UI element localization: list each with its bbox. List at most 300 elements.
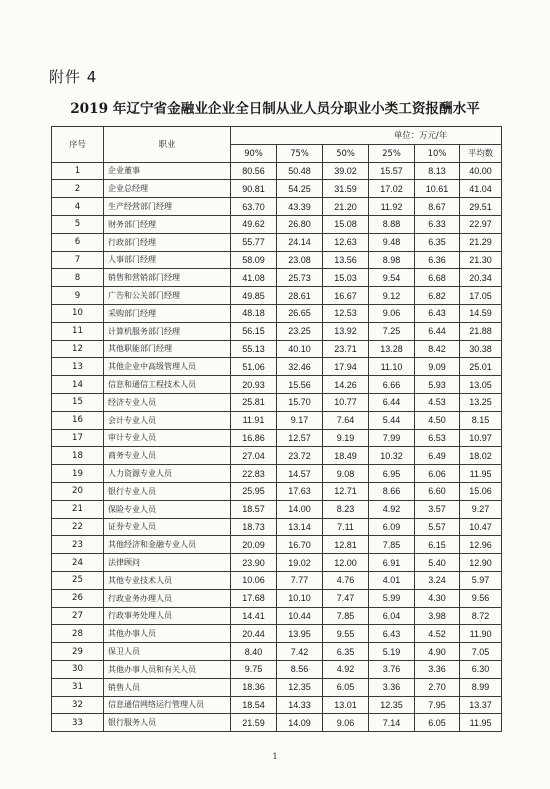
cell-p25: 9.54 bbox=[369, 269, 415, 287]
cell-avg: 12.90 bbox=[460, 554, 502, 572]
cell-seq: 26 bbox=[52, 589, 104, 607]
cell-p90: 58.09 bbox=[231, 251, 277, 269]
cell-seq: 17 bbox=[52, 429, 104, 447]
cell-p50: 9.06 bbox=[323, 714, 369, 732]
table-row bbox=[52, 554, 502, 572]
cell-avg: 29.51 bbox=[460, 198, 502, 216]
cell-avg: 13.25 bbox=[460, 393, 502, 411]
cell-p10: 4.90 bbox=[415, 643, 460, 661]
cell-p75: 7.77 bbox=[277, 571, 323, 589]
cell-p50: 31.59 bbox=[323, 180, 369, 198]
cell-p10: 6.35 bbox=[415, 233, 460, 251]
cell-p25: 5.19 bbox=[369, 643, 415, 661]
cell-seq: 32 bbox=[52, 696, 104, 714]
cell-seq: 22 bbox=[52, 518, 104, 536]
cell-p50: 12.53 bbox=[323, 304, 369, 322]
cell-p75: 26.65 bbox=[277, 304, 323, 322]
table-row bbox=[52, 571, 502, 589]
cell-p10: 6.60 bbox=[415, 482, 460, 500]
cell-p75: 9.17 bbox=[277, 411, 323, 429]
cell-avg: 11.95 bbox=[460, 714, 502, 732]
header-unit: 单位：万元/年 bbox=[231, 127, 502, 145]
header-seq: 序号 bbox=[52, 127, 104, 163]
cell-p25: 6.66 bbox=[369, 376, 415, 394]
cell-p90: 20.09 bbox=[231, 536, 277, 554]
cell-job: 银行服务人员 bbox=[104, 714, 231, 732]
cell-p75: 17.63 bbox=[277, 482, 323, 500]
cell-p25: 12.35 bbox=[369, 696, 415, 714]
cell-job: 信息通信网络运行管理人员 bbox=[104, 696, 231, 714]
cell-avg: 12.96 bbox=[460, 536, 502, 554]
cell-job: 保卫人员 bbox=[104, 643, 231, 661]
cell-p25: 6.09 bbox=[369, 518, 415, 536]
table-row bbox=[52, 678, 502, 696]
cell-p10: 3.57 bbox=[415, 500, 460, 518]
cell-p10: 6.44 bbox=[415, 322, 460, 340]
cell-seq: 8 bbox=[52, 269, 104, 287]
cell-seq: 4 bbox=[52, 198, 104, 216]
cell-avg: 14.59 bbox=[460, 304, 502, 322]
cell-job: 广告和公关部门经理 bbox=[104, 287, 231, 305]
cell-p50: 4.92 bbox=[323, 660, 369, 678]
cell-p25: 6.91 bbox=[369, 554, 415, 572]
page-number: 1 bbox=[272, 752, 278, 761]
cell-job: 证券专业人员 bbox=[104, 518, 231, 536]
cell-job: 其他办事人员 bbox=[104, 625, 231, 643]
cell-p10: 8.42 bbox=[415, 340, 460, 358]
cell-p50: 21.20 bbox=[323, 198, 369, 216]
cell-p25: 5.99 bbox=[369, 589, 415, 607]
table-row bbox=[52, 589, 502, 607]
table-row bbox=[52, 500, 502, 518]
cell-p25: 7.14 bbox=[369, 714, 415, 732]
cell-job: 行政业务办理人员 bbox=[104, 589, 231, 607]
cell-p50: 14.26 bbox=[323, 376, 369, 394]
cell-p25: 6.04 bbox=[369, 607, 415, 625]
cell-seq: 12 bbox=[52, 340, 104, 358]
cell-avg: 21.30 bbox=[460, 251, 502, 269]
table-row bbox=[52, 340, 502, 358]
salary-table bbox=[51, 126, 502, 732]
cell-avg: 40.00 bbox=[460, 162, 502, 180]
cell-p75: 26.80 bbox=[277, 215, 323, 233]
cell-p75: 23.25 bbox=[277, 322, 323, 340]
cell-p10: 4.50 bbox=[415, 411, 460, 429]
cell-p75: 54.25 bbox=[277, 180, 323, 198]
cell-p50: 12.71 bbox=[323, 482, 369, 500]
cell-p75: 40.10 bbox=[277, 340, 323, 358]
cell-job: 财务部门经理 bbox=[104, 215, 231, 233]
cell-job: 审计专业人员 bbox=[104, 429, 231, 447]
cell-p10: 8.67 bbox=[415, 198, 460, 216]
cell-p50: 12.63 bbox=[323, 233, 369, 251]
table-row bbox=[52, 447, 502, 465]
cell-p10: 5.57 bbox=[415, 518, 460, 536]
cell-p10: 5.93 bbox=[415, 376, 460, 394]
cell-p75: 23.72 bbox=[277, 447, 323, 465]
cell-avg: 8.72 bbox=[460, 607, 502, 625]
cell-avg: 17.05 bbox=[460, 287, 502, 305]
cell-avg: 25.01 bbox=[460, 358, 502, 376]
cell-p50: 12.00 bbox=[323, 554, 369, 572]
cell-p10: 6.15 bbox=[415, 536, 460, 554]
cell-avg: 30.38 bbox=[460, 340, 502, 358]
cell-seq: 24 bbox=[52, 554, 104, 572]
cell-p10: 9.09 bbox=[415, 358, 460, 376]
cell-p50: 13.01 bbox=[323, 696, 369, 714]
cell-p50: 18.49 bbox=[323, 447, 369, 465]
table-row bbox=[52, 269, 502, 287]
cell-avg: 22.97 bbox=[460, 215, 502, 233]
cell-job: 生产经营部门经理 bbox=[104, 198, 231, 216]
cell-job: 行政事务处理人员 bbox=[104, 607, 231, 625]
cell-job: 企业总经理 bbox=[104, 180, 231, 198]
cell-seq: 1 bbox=[52, 162, 104, 180]
cell-seq: 15 bbox=[52, 393, 104, 411]
cell-job: 会计专业人员 bbox=[104, 411, 231, 429]
table-row bbox=[52, 696, 502, 714]
cell-job: 其他经济和金融专业人员 bbox=[104, 536, 231, 554]
table-row bbox=[52, 536, 502, 554]
cell-p25: 7.25 bbox=[369, 322, 415, 340]
cell-p25: 10.32 bbox=[369, 447, 415, 465]
cell-p90: 55.13 bbox=[231, 340, 277, 358]
table-row bbox=[52, 162, 502, 180]
cell-p50: 9.19 bbox=[323, 429, 369, 447]
cell-seq: 5 bbox=[52, 215, 104, 233]
cell-p10: 4.30 bbox=[415, 589, 460, 607]
cell-seq: 9 bbox=[52, 287, 104, 305]
cell-p25: 8.66 bbox=[369, 482, 415, 500]
cell-p50: 10.77 bbox=[323, 393, 369, 411]
cell-p50: 7.47 bbox=[323, 589, 369, 607]
table-row bbox=[52, 233, 502, 251]
header-job: 职业 bbox=[104, 127, 231, 163]
cell-p10: 6.05 bbox=[415, 714, 460, 732]
cell-seq: 23 bbox=[52, 536, 104, 554]
table-row bbox=[52, 625, 502, 643]
cell-seq: 16 bbox=[52, 411, 104, 429]
cell-p10: 6.06 bbox=[415, 465, 460, 483]
cell-p75: 12.35 bbox=[277, 678, 323, 696]
cell-p75: 50.48 bbox=[277, 162, 323, 180]
cell-job: 销售人员 bbox=[104, 678, 231, 696]
header-p90: 90% bbox=[231, 144, 277, 162]
cell-p75: 28.61 bbox=[277, 287, 323, 305]
cell-p10: 6.53 bbox=[415, 429, 460, 447]
cell-p90: 41.08 bbox=[231, 269, 277, 287]
cell-p90: 22.83 bbox=[231, 465, 277, 483]
cell-job: 其他职能部门经理 bbox=[104, 340, 231, 358]
cell-job: 其他办事人员和有关人员 bbox=[104, 660, 231, 678]
cell-seq: 27 bbox=[52, 607, 104, 625]
document-title: 2019 年辽宁省金融业企业全日制从业人员分职业小类工资报酬水平 bbox=[70, 101, 480, 117]
cell-p90: 55.77 bbox=[231, 233, 277, 251]
cell-p75: 14.09 bbox=[277, 714, 323, 732]
table-row bbox=[52, 251, 502, 269]
cell-p25: 8.88 bbox=[369, 215, 415, 233]
cell-p10: 3.36 bbox=[415, 660, 460, 678]
cell-p50: 23.71 bbox=[323, 340, 369, 358]
cell-avg: 6.30 bbox=[460, 660, 502, 678]
cell-p10: 6.68 bbox=[415, 269, 460, 287]
cell-p90: 18.73 bbox=[231, 518, 277, 536]
cell-p10: 2.70 bbox=[415, 678, 460, 696]
cell-p25: 17.02 bbox=[369, 180, 415, 198]
cell-p25: 9.48 bbox=[369, 233, 415, 251]
cell-seq: 18 bbox=[52, 447, 104, 465]
cell-p10: 6.36 bbox=[415, 251, 460, 269]
cell-p75: 14.00 bbox=[277, 500, 323, 518]
cell-avg: 21.88 bbox=[460, 322, 502, 340]
table-row bbox=[52, 198, 502, 216]
cell-p10: 6.33 bbox=[415, 215, 460, 233]
cell-p25: 4.01 bbox=[369, 571, 415, 589]
cell-avg: 10.47 bbox=[460, 518, 502, 536]
cell-p50: 6.35 bbox=[323, 643, 369, 661]
cell-p75: 15.70 bbox=[277, 393, 323, 411]
cell-job: 其他专业技术人员 bbox=[104, 571, 231, 589]
cell-p90: 18.57 bbox=[231, 500, 277, 518]
cell-avg: 41.04 bbox=[460, 180, 502, 198]
cell-seq: 29 bbox=[52, 643, 104, 661]
cell-job: 商务专业人员 bbox=[104, 447, 231, 465]
cell-p10: 4.52 bbox=[415, 625, 460, 643]
cell-avg: 18.02 bbox=[460, 447, 502, 465]
cell-seq: 11 bbox=[52, 322, 104, 340]
cell-avg: 5.97 bbox=[460, 571, 502, 589]
header-p10: 10% bbox=[415, 144, 460, 162]
cell-p25: 4.92 bbox=[369, 500, 415, 518]
cell-seq: 25 bbox=[52, 571, 104, 589]
cell-p90: 20.44 bbox=[231, 625, 277, 643]
cell-p90: 90.81 bbox=[231, 180, 277, 198]
cell-p50: 7.11 bbox=[323, 518, 369, 536]
cell-seq: 21 bbox=[52, 500, 104, 518]
table-row bbox=[52, 429, 502, 447]
cell-p90: 10.06 bbox=[231, 571, 277, 589]
cell-avg: 13.37 bbox=[460, 696, 502, 714]
cell-seq: 20 bbox=[52, 482, 104, 500]
cell-avg: 10.97 bbox=[460, 429, 502, 447]
cell-avg: 11.95 bbox=[460, 465, 502, 483]
table-row bbox=[52, 304, 502, 322]
cell-p75: 43.39 bbox=[277, 198, 323, 216]
table-row bbox=[52, 215, 502, 233]
cell-avg: 9.27 bbox=[460, 500, 502, 518]
cell-job: 信息和通信工程技术人员 bbox=[104, 376, 231, 394]
cell-p75: 23.08 bbox=[277, 251, 323, 269]
cell-p10: 3.98 bbox=[415, 607, 460, 625]
attachment-label: 附件 4 bbox=[49, 68, 98, 86]
cell-p50: 15.08 bbox=[323, 215, 369, 233]
cell-p10: 10.61 bbox=[415, 180, 460, 198]
cell-avg: 9.56 bbox=[460, 589, 502, 607]
cell-p25: 15.57 bbox=[369, 162, 415, 180]
cell-p50: 6.05 bbox=[323, 678, 369, 696]
header-p75: 75% bbox=[277, 144, 323, 162]
table-row bbox=[52, 393, 502, 411]
cell-p75: 19.02 bbox=[277, 554, 323, 572]
cell-p90: 17.68 bbox=[231, 589, 277, 607]
table-row bbox=[52, 714, 502, 732]
cell-p25: 3.36 bbox=[369, 678, 415, 696]
cell-p75: 15.56 bbox=[277, 376, 323, 394]
cell-p25: 9.12 bbox=[369, 287, 415, 305]
cell-p10: 6.49 bbox=[415, 447, 460, 465]
table-row bbox=[52, 322, 502, 340]
cell-p90: 51.06 bbox=[231, 358, 277, 376]
cell-p90: 27.04 bbox=[231, 447, 277, 465]
cell-p10: 6.82 bbox=[415, 287, 460, 305]
cell-p75: 7.42 bbox=[277, 643, 323, 661]
cell-p90: 25.95 bbox=[231, 482, 277, 500]
table-row bbox=[52, 376, 502, 394]
table-row bbox=[52, 518, 502, 536]
cell-p50: 15.03 bbox=[323, 269, 369, 287]
cell-job: 人事部门经理 bbox=[104, 251, 231, 269]
cell-p75: 10.44 bbox=[277, 607, 323, 625]
cell-p10: 3.24 bbox=[415, 571, 460, 589]
cell-p25: 11.10 bbox=[369, 358, 415, 376]
cell-p90: 9.75 bbox=[231, 660, 277, 678]
cell-p50: 39.02 bbox=[323, 162, 369, 180]
cell-p90: 20.93 bbox=[231, 376, 277, 394]
cell-p90: 16.86 bbox=[231, 429, 277, 447]
cell-job: 企业董事 bbox=[104, 162, 231, 180]
header-p50: 50% bbox=[323, 144, 369, 162]
cell-p90: 21.59 bbox=[231, 714, 277, 732]
cell-job: 法律顾问 bbox=[104, 554, 231, 572]
cell-seq: 6 bbox=[52, 233, 104, 251]
cell-p10: 7.95 bbox=[415, 696, 460, 714]
cell-avg: 15.06 bbox=[460, 482, 502, 500]
cell-p50: 13.56 bbox=[323, 251, 369, 269]
cell-p75: 13.14 bbox=[277, 518, 323, 536]
cell-p75: 14.33 bbox=[277, 696, 323, 714]
cell-p25: 6.44 bbox=[369, 393, 415, 411]
cell-p50: 8.23 bbox=[323, 500, 369, 518]
cell-p50: 16.67 bbox=[323, 287, 369, 305]
cell-p75: 16.70 bbox=[277, 536, 323, 554]
cell-p90: 63.70 bbox=[231, 198, 277, 216]
cell-p50: 7.64 bbox=[323, 411, 369, 429]
cell-seq: 13 bbox=[52, 358, 104, 376]
cell-p10: 6.43 bbox=[415, 304, 460, 322]
cell-p10: 4.53 bbox=[415, 393, 460, 411]
cell-p90: 49.62 bbox=[231, 215, 277, 233]
cell-seq: 19 bbox=[52, 465, 104, 483]
cell-avg: 7.05 bbox=[460, 643, 502, 661]
table-row bbox=[52, 482, 502, 500]
cell-seq: 2 bbox=[52, 180, 104, 198]
cell-p90: 18.36 bbox=[231, 678, 277, 696]
table-row bbox=[52, 607, 502, 625]
table-header bbox=[52, 127, 502, 163]
cell-p90: 25.81 bbox=[231, 393, 277, 411]
table-row bbox=[52, 287, 502, 305]
cell-avg: 21.29 bbox=[460, 233, 502, 251]
cell-p90: 18.54 bbox=[231, 696, 277, 714]
cell-avg: 13.05 bbox=[460, 376, 502, 394]
cell-p75: 13.95 bbox=[277, 625, 323, 643]
cell-p75: 25.73 bbox=[277, 269, 323, 287]
cell-job: 计算机服务部门经理 bbox=[104, 322, 231, 340]
cell-p90: 8.40 bbox=[231, 643, 277, 661]
cell-p75: 8.56 bbox=[277, 660, 323, 678]
cell-seq: 10 bbox=[52, 304, 104, 322]
cell-p25: 6.95 bbox=[369, 465, 415, 483]
cell-p25: 7.99 bbox=[369, 429, 415, 447]
cell-avg: 8.99 bbox=[460, 678, 502, 696]
cell-p50: 12.81 bbox=[323, 536, 369, 554]
cell-p50: 9.08 bbox=[323, 465, 369, 483]
table-row bbox=[52, 180, 502, 198]
cell-p90: 49.85 bbox=[231, 287, 277, 305]
cell-p90: 14.41 bbox=[231, 607, 277, 625]
cell-p50: 9.55 bbox=[323, 625, 369, 643]
table-row bbox=[52, 358, 502, 376]
cell-p90: 56.15 bbox=[231, 322, 277, 340]
header-avg: 平均数 bbox=[460, 144, 502, 162]
cell-seq: 7 bbox=[52, 251, 104, 269]
header-p25: 25% bbox=[369, 144, 415, 162]
cell-p25: 11.92 bbox=[369, 198, 415, 216]
cell-job: 行政部门经理 bbox=[104, 233, 231, 251]
cell-p90: 80.56 bbox=[231, 162, 277, 180]
cell-p90: 23.90 bbox=[231, 554, 277, 572]
cell-job: 银行专业人员 bbox=[104, 482, 231, 500]
cell-p25: 9.06 bbox=[369, 304, 415, 322]
cell-avg: 8.15 bbox=[460, 411, 502, 429]
cell-p25: 6.43 bbox=[369, 625, 415, 643]
cell-p75: 10.10 bbox=[277, 589, 323, 607]
cell-p75: 12.57 bbox=[277, 429, 323, 447]
table-row bbox=[52, 411, 502, 429]
cell-seq: 33 bbox=[52, 714, 104, 732]
cell-p25: 8.98 bbox=[369, 251, 415, 269]
table-row bbox=[52, 643, 502, 661]
cell-seq: 30 bbox=[52, 660, 104, 678]
cell-p90: 11.91 bbox=[231, 411, 277, 429]
cell-job: 保险专业人员 bbox=[104, 500, 231, 518]
table-row bbox=[52, 465, 502, 483]
cell-job: 经济专业人员 bbox=[104, 393, 231, 411]
cell-p25: 5.44 bbox=[369, 411, 415, 429]
cell-p50: 7.85 bbox=[323, 607, 369, 625]
cell-p50: 4.76 bbox=[323, 571, 369, 589]
cell-job: 销售和营销部门经理 bbox=[104, 269, 231, 287]
cell-seq: 31 bbox=[52, 678, 104, 696]
cell-p10: 8.13 bbox=[415, 162, 460, 180]
table-row bbox=[52, 660, 502, 678]
cell-seq: 28 bbox=[52, 625, 104, 643]
cell-seq: 14 bbox=[52, 376, 104, 394]
cell-p75: 24.14 bbox=[277, 233, 323, 251]
cell-p25: 7.85 bbox=[369, 536, 415, 554]
cell-p25: 13.28 bbox=[369, 340, 415, 358]
table-body bbox=[52, 162, 502, 732]
cell-p50: 13.92 bbox=[323, 322, 369, 340]
cell-p75: 32.46 bbox=[277, 358, 323, 376]
cell-job: 人力资源专业人员 bbox=[104, 465, 231, 483]
cell-job: 采购部门经理 bbox=[104, 304, 231, 322]
cell-avg: 20.34 bbox=[460, 269, 502, 287]
cell-p50: 17.94 bbox=[323, 358, 369, 376]
cell-p25: 3.76 bbox=[369, 660, 415, 678]
cell-p90: 48.18 bbox=[231, 304, 277, 322]
cell-p75: 14.57 bbox=[277, 465, 323, 483]
